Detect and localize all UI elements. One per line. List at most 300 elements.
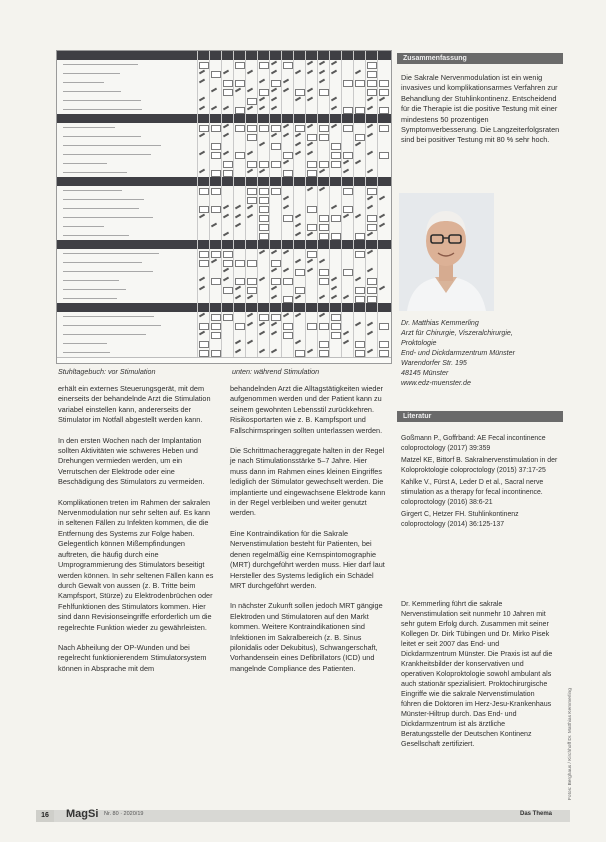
diary-cell-divider — [257, 87, 258, 96]
diary-cell-divider — [221, 177, 222, 186]
diary-cell-divider — [317, 249, 318, 258]
diary-checkmark — [247, 322, 253, 327]
diary-cell-divider — [377, 294, 378, 303]
diary-cell-divider — [281, 60, 282, 69]
diary-cell-divider — [209, 114, 210, 123]
diary-label-line — [63, 82, 104, 83]
diary-cell-divider — [377, 222, 378, 231]
diary-checkmark — [223, 214, 229, 219]
diary-cell-divider — [281, 195, 282, 204]
diary-checkmark — [379, 286, 385, 291]
diary-cell-divider — [341, 276, 342, 285]
diary-checkmark — [211, 71, 221, 78]
diary-checkmark — [379, 89, 389, 96]
diary-label-line — [63, 235, 129, 236]
diary-cell-divider — [329, 240, 330, 249]
diary-cell-divider — [377, 186, 378, 195]
diary-cell-divider — [329, 114, 330, 123]
diary-checkmark — [307, 259, 313, 264]
diary-checkmark — [331, 233, 341, 240]
diary-cell-divider — [245, 195, 246, 204]
diary-checkmark — [367, 278, 377, 285]
diary-checkmark — [367, 296, 377, 303]
magazine-logo: MagSi — [66, 808, 99, 820]
diary-checkmark — [319, 89, 329, 96]
diary-cell-divider — [329, 132, 330, 141]
diary-checkmark — [211, 314, 221, 321]
diary-cell-divider — [257, 132, 258, 141]
diary-cell-divider — [221, 186, 222, 195]
diary-cell-divider — [293, 177, 294, 186]
diary-checkmark — [235, 340, 241, 345]
diary-cell-divider — [317, 114, 318, 123]
diary-cell-divider — [245, 231, 246, 240]
diary-cell-divider — [281, 240, 282, 249]
diary-checkmark — [379, 107, 389, 114]
diary-cell-divider — [341, 267, 342, 276]
diary-checkmark — [355, 350, 365, 357]
diary-cell-divider — [257, 348, 258, 357]
diary-cell-divider — [341, 321, 342, 330]
body-column-2 — [230, 384, 386, 684]
diary-cell-divider — [245, 114, 246, 123]
diary-cell-divider — [209, 132, 210, 141]
diary-checkmark — [295, 89, 305, 96]
diary-cell-divider — [233, 78, 234, 87]
diary-cell-divider — [365, 87, 366, 96]
diary-cell-divider — [269, 231, 270, 240]
diary-checkmark — [199, 323, 209, 330]
diary-checkmark — [319, 79, 325, 84]
diary-checkmark — [199, 313, 205, 318]
diary-cell-divider — [257, 186, 258, 195]
diary-checkmark — [199, 70, 205, 75]
diary-cell-divider — [329, 276, 330, 285]
diary-cell-divider — [209, 168, 210, 177]
diary-checkmark — [247, 260, 257, 267]
diary-cell-divider — [257, 159, 258, 168]
diary-checkmark — [283, 79, 289, 84]
diary-cell-divider — [293, 78, 294, 87]
diary-cell-divider — [233, 258, 234, 267]
diary-cell-divider — [221, 87, 222, 96]
stool-diary-figure — [56, 50, 392, 364]
diary-cell-divider — [293, 294, 294, 303]
diary-cell-divider — [209, 240, 210, 249]
diary-cell-divider — [365, 141, 366, 150]
diary-cell-divider — [257, 213, 258, 222]
diary-cell-divider — [197, 348, 198, 357]
diary-cell-divider — [257, 60, 258, 69]
diary-checkmark — [283, 133, 289, 138]
diary-cell-divider — [365, 249, 366, 258]
diary-cell-divider — [365, 276, 366, 285]
diary-cell-divider — [341, 348, 342, 357]
diary-cell-divider — [257, 105, 258, 114]
diary-checkmark — [223, 251, 233, 258]
diary-checkmark — [379, 152, 389, 159]
diary-checkmark — [331, 323, 341, 330]
diary-cell-divider — [293, 132, 294, 141]
diary-cell-divider — [365, 321, 366, 330]
diary-cell-divider — [233, 249, 234, 258]
diary-cell-divider — [305, 123, 306, 132]
diary-label-line — [63, 127, 115, 128]
diary-cell-divider — [269, 168, 270, 177]
author-city: 48145 Münster — [401, 369, 449, 377]
diary-label-line — [63, 352, 110, 353]
diary-checkmark — [379, 341, 389, 348]
diary-cell-divider — [269, 141, 270, 150]
diary-checkmark — [307, 232, 313, 237]
diary-cell-divider — [341, 285, 342, 294]
diary-cell-divider — [221, 204, 222, 213]
diary-checkmark — [355, 107, 365, 114]
diary-cell-divider — [317, 303, 318, 312]
literature-item: Matzel KE, Bittorf B. Sakralnervenstimulation in der Koloproktologie coloproctology (2015) 37:17-25 — [401, 457, 558, 474]
diary-cell-divider — [353, 204, 354, 213]
diary-checkmark — [235, 125, 245, 132]
diary-cell-divider — [329, 330, 330, 339]
diary-checkmark — [307, 224, 317, 231]
diary-cell-divider — [221, 285, 222, 294]
diary-cell-divider — [221, 51, 222, 60]
diary-cell-divider — [365, 69, 366, 78]
diary-cell-divider — [257, 168, 258, 177]
diary-cell-divider — [257, 78, 258, 87]
diary-cell-divider — [293, 114, 294, 123]
diary-cell-divider — [257, 312, 258, 321]
author-info — [401, 318, 515, 388]
diary-cell-divider — [269, 285, 270, 294]
figure-caption-right: unten: während Stimulation — [232, 367, 320, 376]
diary-cell-divider — [233, 51, 234, 60]
diary-cell-divider — [341, 231, 342, 240]
diary-cell-divider — [281, 204, 282, 213]
diary-cell-divider — [197, 330, 198, 339]
diary-cell-divider — [233, 87, 234, 96]
diary-label-line — [63, 91, 121, 92]
diary-cell-divider — [245, 177, 246, 186]
diary-cell-divider — [329, 204, 330, 213]
diary-cell-divider — [329, 267, 330, 276]
diary-cell-divider — [353, 150, 354, 159]
diary-cell-divider — [377, 60, 378, 69]
diary-checkmark — [379, 350, 389, 357]
diary-checkmark — [367, 205, 373, 210]
diary-checkmark — [223, 151, 229, 156]
diary-cell-divider — [305, 150, 306, 159]
diary-checkmark — [283, 313, 289, 318]
diary-cell-divider — [233, 240, 234, 249]
diary-cell-divider — [245, 204, 246, 213]
diary-cell-divider — [305, 87, 306, 96]
diary-cell-divider — [269, 258, 270, 267]
diary-cell-divider — [353, 222, 354, 231]
diary-checkmark — [367, 124, 373, 129]
diary-cell-divider — [293, 96, 294, 105]
diary-checkmark — [367, 224, 377, 231]
author-bio: Dr. Kemmerling führt die sakrale Nervenstimulation seit nunmehr 10 Jahren mit sehr gutem Erfolg durch. Zusammen mit seiner Kollegen Dr. Dirk Tübingen und Dr. Mirko Pisek leitet er seit 2007 das End- und Dickdarmzentrum Münster. Die Praxis ist auf die Krankheitsbilder der konservativen und operativen Koloproktologie sowohl ambulant als auch stationär spezialisiert. Proktochirurgische Eingriffe wie die sakrale Nervenstimulation führen die Doktoren im Herz-Jesu-Krankenhaus Münster-Hiltrup durch. Das End- und Dickdarmzentrum ist als ärztliche Beratungsstelle der Deutschen Kontinenz Gesellschaft zertifiziert. — [401, 600, 553, 748]
diary-cell-divider — [365, 159, 366, 168]
diary-checkmark — [223, 232, 229, 237]
diary-cell-divider — [257, 177, 258, 186]
diary-cell-divider — [233, 195, 234, 204]
diary-cell-divider — [341, 141, 342, 150]
diary-cell-divider — [353, 186, 354, 195]
diary-checkmark — [355, 214, 361, 219]
diary-cell-divider — [197, 168, 198, 177]
diary-cell-divider — [341, 258, 342, 267]
diary-checkmark — [271, 88, 277, 93]
diary-cell-divider — [293, 249, 294, 258]
diary-cell-divider — [341, 150, 342, 159]
diary-cell-divider — [353, 105, 354, 114]
diary-cell-divider — [353, 168, 354, 177]
diary-checkmark — [331, 61, 337, 66]
diary-checkmark — [367, 133, 373, 138]
diary-cell-divider — [377, 123, 378, 132]
diary-cell-divider — [305, 78, 306, 87]
diary-cell-divider — [305, 213, 306, 222]
diary-cell-divider — [281, 285, 282, 294]
diary-cell-divider — [245, 267, 246, 276]
diary-cell-divider — [281, 87, 282, 96]
section-label: Das Thema — [520, 811, 553, 817]
diary-checkmark — [319, 233, 329, 240]
diary-checkmark — [247, 98, 257, 105]
diary-cell-divider — [221, 294, 222, 303]
diary-cell-divider — [221, 321, 222, 330]
diary-checkmark — [283, 296, 293, 303]
diary-cell-divider — [221, 69, 222, 78]
diary-cell-divider — [233, 168, 234, 177]
diary-cell-divider — [245, 78, 246, 87]
diary-checkmark — [331, 106, 337, 111]
diary-cell-divider — [341, 186, 342, 195]
diary-cell-divider — [293, 321, 294, 330]
diary-checkmark — [247, 340, 253, 345]
author-website-link[interactable]: www.edz-muenster.de — [401, 379, 471, 387]
photo-credit — [568, 600, 578, 800]
body-paragraph: In den ersten Wochen nach der Implantation sollten Aktivitäten wie schweres Heben und Drehungen vermieden werden, um ein Verrutschen der Elektrode oder eine Beschädigung des Stimulators zu vermeiden. — [58, 435, 205, 487]
diary-cell-divider — [353, 294, 354, 303]
diary-cell-divider — [233, 123, 234, 132]
diary-checkmark — [283, 160, 289, 165]
diary-checkmark — [247, 188, 257, 195]
diary-checkmark — [271, 349, 277, 354]
diary-label-line — [63, 64, 138, 65]
diary-cell-divider — [365, 186, 366, 195]
diary-checkmark — [319, 350, 329, 357]
diary-cell-divider — [209, 51, 210, 60]
diary-cell-divider — [353, 132, 354, 141]
diary-checkmark — [259, 206, 269, 213]
diary-cell-divider — [329, 186, 330, 195]
diary-label-line — [63, 172, 127, 173]
diary-checkmark — [283, 323, 293, 330]
diary-cell-divider — [281, 69, 282, 78]
diary-cell-divider — [221, 168, 222, 177]
diary-cell-divider — [233, 321, 234, 330]
diary-cell-divider — [365, 312, 366, 321]
diary-cell-divider — [353, 231, 354, 240]
diary-cell-divider — [233, 60, 234, 69]
diary-checkmark — [223, 70, 229, 75]
diary-cell-divider — [221, 348, 222, 357]
diary-checkmark — [355, 160, 361, 165]
diary-cell-divider — [221, 60, 222, 69]
diary-checkmark — [235, 349, 241, 354]
diary-cell-divider — [293, 276, 294, 285]
diary-cell-divider — [353, 87, 354, 96]
diary-label-line — [63, 190, 122, 191]
diary-checkmark — [283, 268, 289, 273]
diary-checkmark — [199, 97, 205, 102]
diary-checkmark — [223, 106, 229, 111]
diary-cell-divider — [221, 240, 222, 249]
diary-cell-divider — [329, 312, 330, 321]
diary-checkmark — [307, 268, 313, 273]
diary-cell-divider — [221, 276, 222, 285]
diary-checkmark — [211, 88, 217, 93]
diary-cell-divider — [317, 186, 318, 195]
diary-cell-divider — [377, 267, 378, 276]
diary-cell-divider — [329, 177, 330, 186]
diary-cell-divider — [341, 78, 342, 87]
diary-checkmark — [355, 277, 361, 282]
diary-cell-divider — [377, 312, 378, 321]
diary-checkmark — [319, 169, 325, 174]
diary-cell-divider — [377, 321, 378, 330]
diary-cell-divider — [353, 51, 354, 60]
diary-cell-divider — [377, 231, 378, 240]
diary-cell-divider — [353, 303, 354, 312]
diary-cell-divider — [221, 213, 222, 222]
diary-checkmark — [307, 88, 313, 93]
diary-cell-divider — [233, 105, 234, 114]
diary-cell-divider — [377, 339, 378, 348]
diary-cell-divider — [317, 339, 318, 348]
diary-cell-divider — [209, 267, 210, 276]
diary-cell-divider — [209, 78, 210, 87]
body-paragraph: In nächster Zukunft sollen jedoch MRT gängige Elektroden und Stimulatoren auf den Markt kommen. Weitere Kontraindikationen sind Infektionen im Sakralbereich (z. B. Sinus pilonidalis oder Dekubitus), Schwangerschaft, Vorhandensein eines Defibrillators (ICD) und mangelnde Compliance des Patienten. — [230, 601, 383, 673]
diary-cell-divider — [233, 294, 234, 303]
diary-cell-divider — [305, 96, 306, 105]
diary-checkmark — [331, 295, 337, 300]
diary-cell-divider — [329, 159, 330, 168]
diary-cell-divider — [353, 114, 354, 123]
diary-label-line — [63, 217, 153, 218]
diary-cell-divider — [209, 123, 210, 132]
diary-checkmark — [235, 286, 241, 291]
diary-checkmark — [295, 70, 301, 75]
diary-cell-divider — [245, 132, 246, 141]
diary-cell-divider — [293, 330, 294, 339]
diary-label-line — [63, 262, 142, 263]
diary-checkmark — [343, 340, 349, 345]
diary-checkmark — [211, 332, 221, 339]
diary-checkmark — [283, 170, 293, 177]
diary-checkmark — [367, 80, 377, 87]
diary-checkmark — [223, 80, 233, 87]
diary-checkmark — [295, 295, 301, 300]
diary-cell-divider — [257, 321, 258, 330]
diary-cell-divider — [221, 222, 222, 231]
diary-checkmark — [271, 331, 277, 336]
diary-cell-divider — [353, 348, 354, 357]
diary-checkmark — [235, 80, 245, 87]
diary-cell-divider — [365, 132, 366, 141]
diary-cell-divider — [257, 258, 258, 267]
diary-checkmark — [211, 323, 221, 330]
diary-checkmark — [307, 134, 317, 141]
diary-cell-divider — [197, 186, 198, 195]
diary-cell-divider — [293, 303, 294, 312]
diary-checkmark — [379, 323, 389, 330]
diary-cell-divider — [353, 69, 354, 78]
diary-checkmark — [223, 170, 233, 177]
diary-cell-divider — [377, 87, 378, 96]
diary-label-line — [63, 154, 151, 155]
diary-checkmark — [343, 80, 353, 87]
diary-cell-divider — [257, 114, 258, 123]
diary-cell-divider — [365, 123, 366, 132]
diary-checkmark — [319, 323, 329, 330]
diary-cell-divider — [341, 51, 342, 60]
diary-cell-divider — [317, 159, 318, 168]
author-title: Arzt für Chirurgie, Viszeralchirurgie, — [401, 329, 513, 337]
diary-checkmark — [283, 215, 293, 222]
diary-checkmark — [259, 349, 265, 354]
diary-cell-divider — [269, 123, 270, 132]
diary-cell-divider — [365, 330, 366, 339]
diary-cell-divider — [293, 141, 294, 150]
diary-cell-divider — [233, 285, 234, 294]
body-paragraph: Die Schrittmacheraggregate halten in der Regel je nach Stimulationsstärke 5–7 Jahre. Hier muss dann im Rahmen eines kleinen Eingriffes lediglich der Stimulator gewechselt werden. Die implantierte und eingewachsene Elektrode kann in der Regel verbleiben und weiter genutzt werden. — [230, 446, 386, 518]
diary-checkmark — [367, 89, 377, 96]
diary-cell-divider — [221, 159, 222, 168]
diary-cell-divider — [365, 240, 366, 249]
diary-cell-divider — [269, 159, 270, 168]
diary-checkmark — [367, 71, 377, 78]
diary-checkmark — [283, 88, 289, 93]
diary-checkmark — [379, 80, 389, 87]
literature-item: Kahlke V., Fürst A, Leder D et al., Sacral nerve stimulation as a therapy for fecal incontinence. coloproctology (2016) 38:6-21 — [401, 479, 544, 506]
diary-checkmark — [271, 250, 277, 255]
diary-cell-divider — [269, 213, 270, 222]
diary-cell-divider — [221, 258, 222, 267]
diary-cell-divider — [245, 123, 246, 132]
diary-cell-divider — [365, 51, 366, 60]
diary-checkmark — [271, 61, 277, 66]
diary-cell-divider — [269, 78, 270, 87]
diary-checkmark — [199, 188, 209, 195]
diary-cell-divider — [377, 348, 378, 357]
diary-checkmark — [271, 106, 277, 111]
diary-cell-divider — [233, 186, 234, 195]
diary-checkmark — [247, 278, 257, 285]
diary-checkmark — [271, 133, 277, 138]
diary-checkmark — [211, 170, 221, 177]
diary-label-line — [63, 199, 144, 200]
diary-cell-divider — [293, 204, 294, 213]
diary-cell-divider — [365, 222, 366, 231]
diary-cell-divider — [329, 195, 330, 204]
diary-checkmark — [247, 88, 253, 93]
diary-checkmark — [343, 331, 349, 336]
diary-cell-divider — [329, 141, 330, 150]
